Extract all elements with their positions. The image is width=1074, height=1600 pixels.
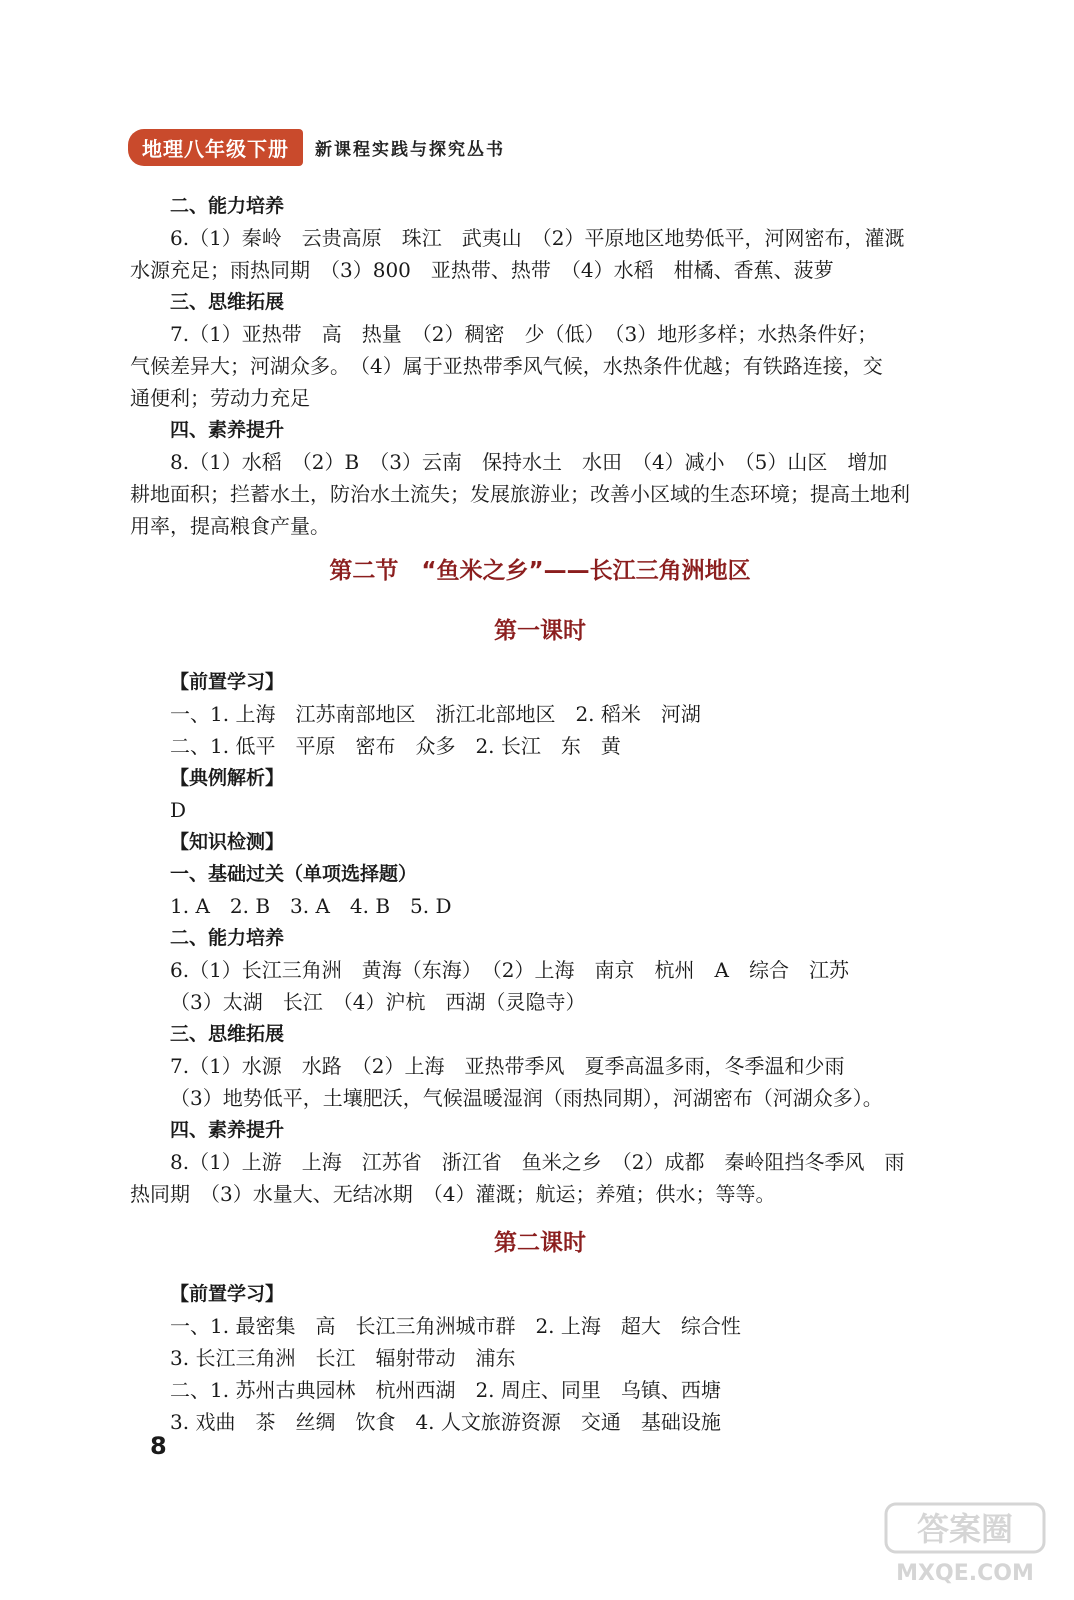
answer-line: 一、1. 上海 江苏南部地区 浙江北部地区 2. 稻米 河湖 — [170, 702, 701, 726]
heading: 二、能力培养 — [170, 195, 285, 217]
subsection-label: 【前置学习】 — [170, 1283, 285, 1305]
answer-line: 8.（1）上游 上海 江苏省 浙江省 鱼米之乡 （2）成都 秦岭阻挡冬季风 雨 — [170, 1150, 905, 1174]
answer-line: 一、1. 最密集 高 长江三角洲城市群 2. 上海 超大 综合性 — [170, 1314, 741, 1338]
heading: 一、基础过关（单项选择题） — [170, 863, 418, 885]
answer-line: 3. 长江三角洲 长江 辐射带动 浦东 — [170, 1346, 516, 1370]
answer-line: 7.（1）亚热带 高 热量 （2）稠密 少（低） （3）地形多样；水热条件好； — [170, 322, 878, 346]
book-title-badge: 地理八年级下册 — [128, 129, 303, 166]
section-title: 第二节 “鱼米之乡”——长江三角洲地区 — [329, 558, 751, 584]
answer-line: （3）地势低平，土壤肥沃，气候温暖湿润（雨热同期），河湖密布（河湖众多）。 — [170, 1086, 883, 1110]
lesson-title: 第二课时 — [494, 1230, 586, 1256]
answer-line: 6.（1）长江三角洲 黄海（东海） （2）上海 南京 杭州 A 综合 江苏 — [170, 958, 849, 982]
watermark-url: MXQE.COM — [896, 1561, 1034, 1586]
heading: 三、思维拓展 — [170, 1023, 285, 1045]
watermark-text: 答案圈 — [916, 1510, 1014, 1548]
heading: 四、素养提升 — [170, 419, 285, 441]
lesson-title: 第一课时 — [494, 618, 586, 644]
answer-line: 7.（1）水源 水路 （2）上海 亚热带季风 夏季高温多雨，冬季温和少雨 — [170, 1054, 845, 1078]
answer-line: 通便利；劳动力充足 — [130, 386, 310, 410]
answer-content — [130, 190, 950, 1438]
subsection-label: 【前置学习】 — [170, 671, 285, 693]
answer-line: 气候差异大；河湖众多。 （4）属于亚热带季风气候，水热条件优越；有铁路连接，交 — [130, 354, 883, 378]
answer-line: 耕地面积；拦蓄水土，防治水土流失；发展旅游业；改善小区域的生态环境；提高土地利 — [130, 482, 910, 506]
answer-line: 水源充足；雨热同期 （3）800 亚热带、热带 （4）水稻 柑橘、香蕉、菠萝 — [130, 258, 834, 282]
subsection-label: 【知识检测】 — [170, 831, 285, 853]
answer-line: （3）太湖 长江 （4）沪杭 西湖（灵隐寺） — [170, 990, 586, 1014]
answer-line: 1. A 2. B 3. A 4. B 5. D — [170, 894, 452, 918]
running-header — [128, 130, 505, 164]
watermark-logo — [880, 1500, 1050, 1590]
answer-line: D — [170, 798, 187, 822]
heading: 三、思维拓展 — [170, 291, 285, 313]
answer-line: 二、1. 低平 平原 密布 众多 2. 长江 东 黄 — [170, 734, 621, 758]
page-number: 8 — [150, 1432, 167, 1460]
answer-line: 二、1. 苏州古典园林 杭州西湖 2. 周庄、同里 乌镇、西塘 — [170, 1378, 721, 1402]
series-name: 新课程实践与探究丛书 — [315, 139, 505, 160]
answer-line: 热同期 （3）水量大、无结冰期 （4）灌溉；航运；养殖；供水；等等。 — [130, 1182, 776, 1206]
answer-line: 6.（1）秦岭 云贵高原 珠江 武夷山 （2）平原地区地势低平，河网密布，灌溉 — [170, 226, 905, 250]
heading: 四、素养提升 — [170, 1119, 285, 1141]
answer-line: 用率，提高粮食产量。 — [130, 514, 330, 538]
subsection-label: 【典例解析】 — [170, 767, 285, 789]
heading: 二、能力培养 — [170, 927, 285, 949]
answer-line: 3. 戏曲 茶 丝绸 饮食 4. 人文旅游资源 交通 基础设施 — [170, 1410, 721, 1434]
answer-line: 8.（1）水稻 （2）B （3）云南 保持水土 水田 （4）减小 （5）山区 增加 — [170, 450, 888, 474]
